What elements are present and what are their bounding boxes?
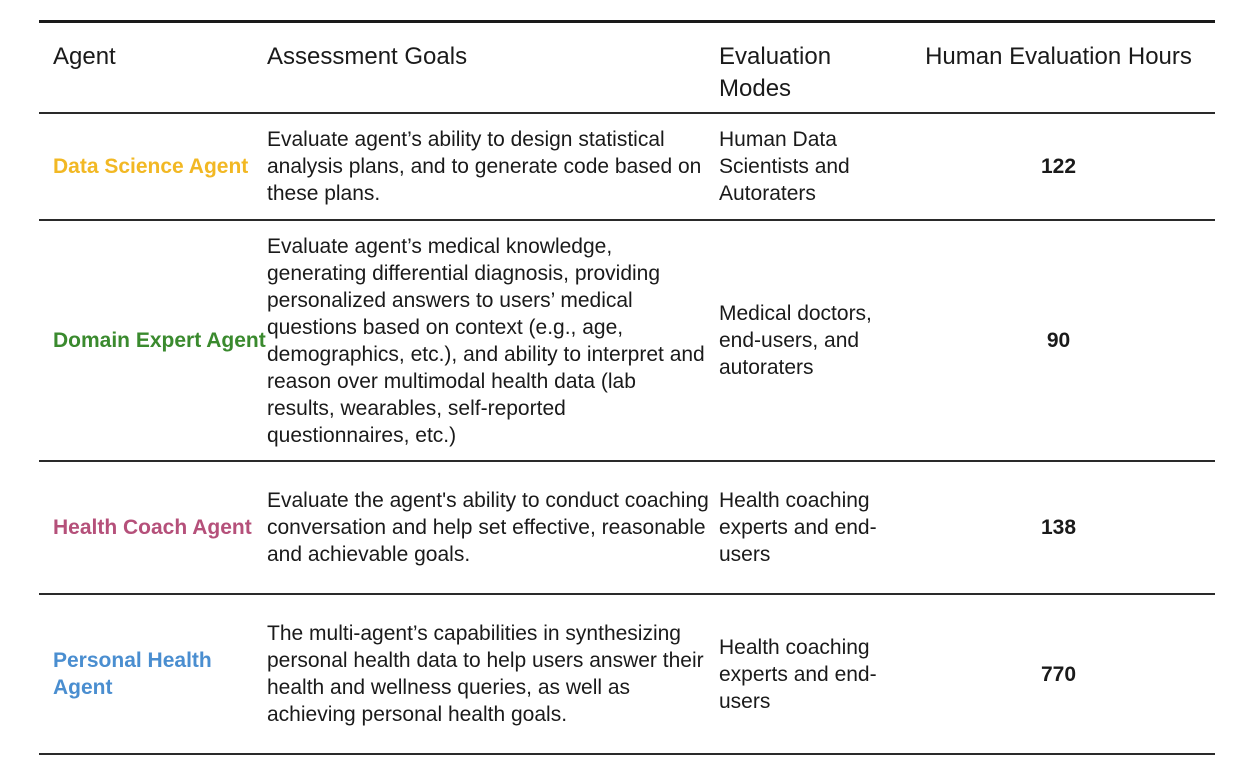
evaluation-modes-text: Health coaching experts and end-users — [719, 489, 877, 566]
agent-name: Personal Health Agent — [53, 649, 212, 699]
evaluation-table — [39, 20, 1215, 755]
evaluation-hours-value: 770 — [1040, 662, 1077, 686]
header-agent: Agent — [53, 43, 116, 70]
header-human-evaluation-hours: Human Evaluation Hours — [925, 43, 1192, 70]
assessment-goals-text: The multi-agent’s capabilities in synthesizing personal health data to help users answer their health and wellness queries, as well as achieving personal health goals. — [267, 622, 704, 726]
evaluation-hours-value: 90 — [1046, 329, 1071, 352]
agent-name: Domain Expert Agent — [53, 329, 266, 352]
assessment-goals-text: Evaluate agent’s medical knowledge, generating differential diagnosis, providing personalized answers to users’ medical questions based on context (e.g., age, demographics, etc.), and ability to interpret and reason over multimodal health data (lab results, wearables, self-reported questionnaires, etc.) — [267, 234, 705, 447]
assessment-goals-text: Evaluate the agent's ability to conduct coaching conversation and help set effective, reasonable and achievable goals. — [267, 489, 709, 566]
evaluation-modes-text: Human Data Scientists and Autoraters — [719, 128, 850, 205]
evaluation-hours-value: 122 — [1040, 155, 1077, 178]
header-evaluation-modes: Evaluation Modes — [719, 43, 832, 102]
agent-name: Data Science Agent — [53, 155, 249, 178]
header-assessment-goals: Assessment Goals — [267, 43, 468, 70]
evaluation-modes-text: Health coaching experts and end-users — [719, 635, 877, 713]
evaluation-hours-value: 138 — [1040, 516, 1077, 539]
table-row — [39, 595, 1215, 755]
table-header-row — [39, 23, 1215, 114]
table-row — [39, 462, 1215, 595]
table-row — [39, 114, 1215, 221]
table-row — [39, 221, 1215, 462]
assessment-goals-text: Evaluate agent’s ability to design statistical analysis plans, and to generate code based on these plans. — [267, 128, 702, 205]
evaluation-modes-text: Medical doctors, end-users, and autoraters — [719, 302, 872, 379]
agent-name: Health Coach Agent — [53, 516, 252, 539]
